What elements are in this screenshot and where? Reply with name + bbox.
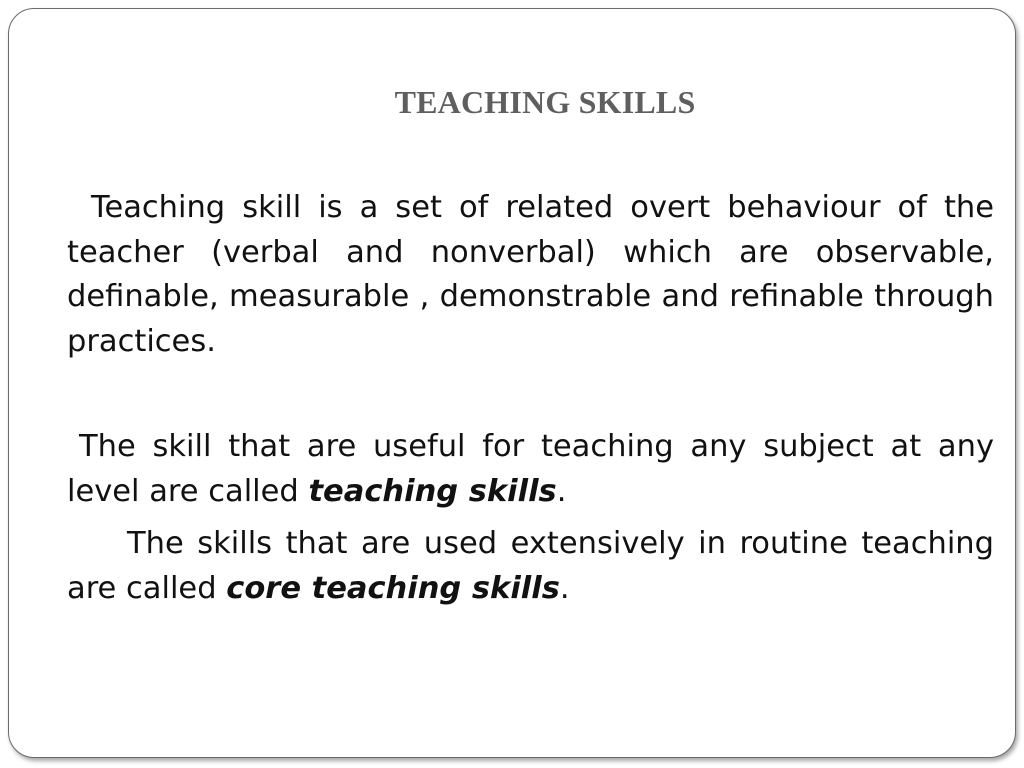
core-skills-period: . [559, 570, 570, 606]
teaching-skills-paragraph [67, 425, 994, 514]
definition-text: Teaching skill is a set of related overt behaviour of the teacher (verbal and nonverbal) which are observable, definable, measurable , demonstrable and refinable through practices. [67, 190, 994, 359]
definition-paragraph [67, 186, 994, 364]
teaching-skills-period: . [556, 473, 567, 509]
teaching-skills-term: teaching skills [308, 473, 557, 509]
core-skills-text: The skills that are used extensively in routine teaching are called [67, 526, 994, 606]
teaching-skills-text: The skill that are useful for teaching any subject at any level are called [67, 429, 994, 509]
core-skills-paragraph [67, 522, 994, 611]
core-teaching-skills-term: core teaching skills [226, 570, 560, 606]
slide-title: TEACHING SKILLS [394, 84, 696, 120]
